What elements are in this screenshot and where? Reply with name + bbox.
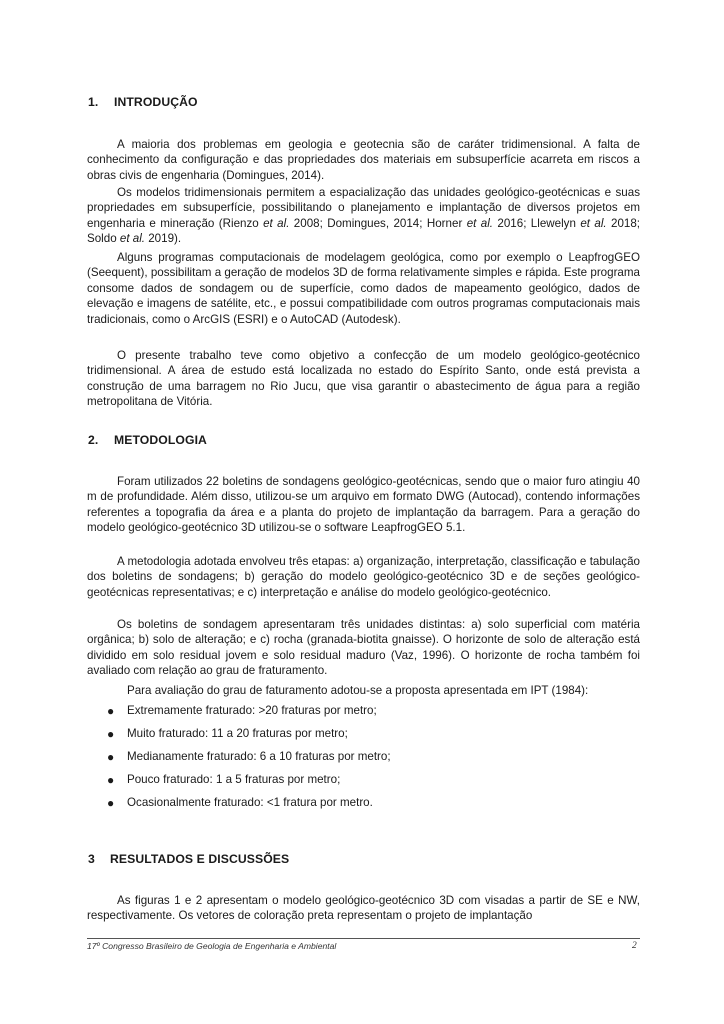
paragraph: As figuras 1 e 2 apresentam o modelo geológico-geotécnico 3D com visadas a partir de SE e NW, respectivamente. Os vetores de coloração preta representam o projeto de implantação [87,894,640,923]
section-title: METODOLOGIA [114,433,207,447]
footer-conference: 17º Congresso Brasileiro de Geologia de Engenharia e Ambiental [87,941,337,951]
section-number: 2. [88,433,99,447]
list-item: ● Pouco fraturado: 1 a 5 fraturas por metro; [107,773,341,787]
bullet-icon: ● [107,773,115,787]
paragraph: O presente trabalho teve como objetivo a confecção de um modelo geológico-geotécnico tridimensional. A área de estudo está localizada no estado do Espírito Santo, onde está prevista a construção de uma barragem no Rio Jucu, que visa garantir o abastecimento de água para a região metropolitana de Vitória. [87,349,640,409]
section-heading-introducao [88,95,198,109]
list-item: ● Extremamente fraturado: >20 fraturas por metro; [107,704,377,718]
list-item: ● Ocasionalmente fraturado: <1 fratura por metro. [107,796,373,810]
bullet-icon: ● [107,727,115,741]
paragraph: Os boletins de sondagem apresentaram três unidades distintas: a) solo superficial com matéria orgânica; b) solo de alteração; e c) rocha (granada-biotita gnaisse). O horizonte de solo de alteração está dividido em solo residual jovem e solo residual maduro (Vaz, 1996). O horizonte de rocha também foi avaliado com relação ao grau de fraturamento. [87,618,640,678]
section-heading-metodologia [88,433,207,447]
list-item: ● Muito fraturado: 11 a 20 fraturas por metro; [107,727,348,741]
paragraph: Os modelos tridimensionais permitem a espacialização das unidades geológico-geotécnicas e suas propriedades em subsuperfície, possibilitando o planejamento e implantação de diversos projetos em engenharia e mineração (Rienzo et al. 2008; Domingues, 2014; Horner et al. 2016; Llewelyn et al. 2018; Soldo et al. 2019). [87,186,641,246]
section-number: 1. [88,95,99,109]
paragraph: A maioria dos problemas em geologia e geotecnia são de caráter tridimensional. A falta de conhecimento da configuração e das propriedades dos materiais em subsuperfície acarreta em riscos a obras civis de engenharia (Domingues, 2014). [87,138,640,182]
page-number: 2 [632,941,637,951]
section-title: RESULTADOS E DISCUSSÕES [110,852,290,866]
footer-divider [87,938,640,939]
section-number: 3 [88,852,95,866]
paragraph: A metodologia adotada envolveu três etapas: a) organização, interpretação, classificação e tabulação dos boletins de sondagens; b) geração do modelo geológico-geotécnico 3D e de seções geológico-geotécnicas representativas; e c) interpretação e análise do modelo geológico-geotécnico. [87,555,640,599]
bullet-icon: ● [107,704,115,718]
section-heading-resultados [88,852,289,866]
bullet-icon: ● [107,796,115,810]
bullet-icon: ● [107,750,115,764]
paragraph: Para avaliação do grau de faturamento adotou-se a proposta apresentada em IPT (1984): [127,684,589,697]
paragraph: Alguns programas computacionais de modelagem geológica, como por exemplo o LeapfrogGEO (Seequent), possibilitam a geração de modelos 3D de forma relativamente simples e rápida. Este programa consome dados de sondagem ou de superfície, como dados de mapeamento geológico, dados de elevação e imagens de satélite, etc., e possui compatibilidade com outros programas computacionais mais tradicionais, como o ArcGIS (ESRI) e o AutoCAD (Autodesk). [87,251,640,326]
paragraph: Foram utilizados 22 boletins de sondagens geológico-geotécnicas, sendo que o maior furo atingiu 40 m de profundidade. Além disso, utilizou-se um arquivo em formato DWG (Autocad), contendo informações referentes a topografia da área e a planta do projeto de implantação da barragem. Para a geração do modelo geológico-geotécnico 3D utilizou-se o software LeapfrogGEO 5.1. [87,475,640,535]
section-title: INTRODUÇÃO [114,95,198,109]
list-item: ● Medianamente fraturado: 6 a 10 fraturas por metro; [107,750,391,764]
